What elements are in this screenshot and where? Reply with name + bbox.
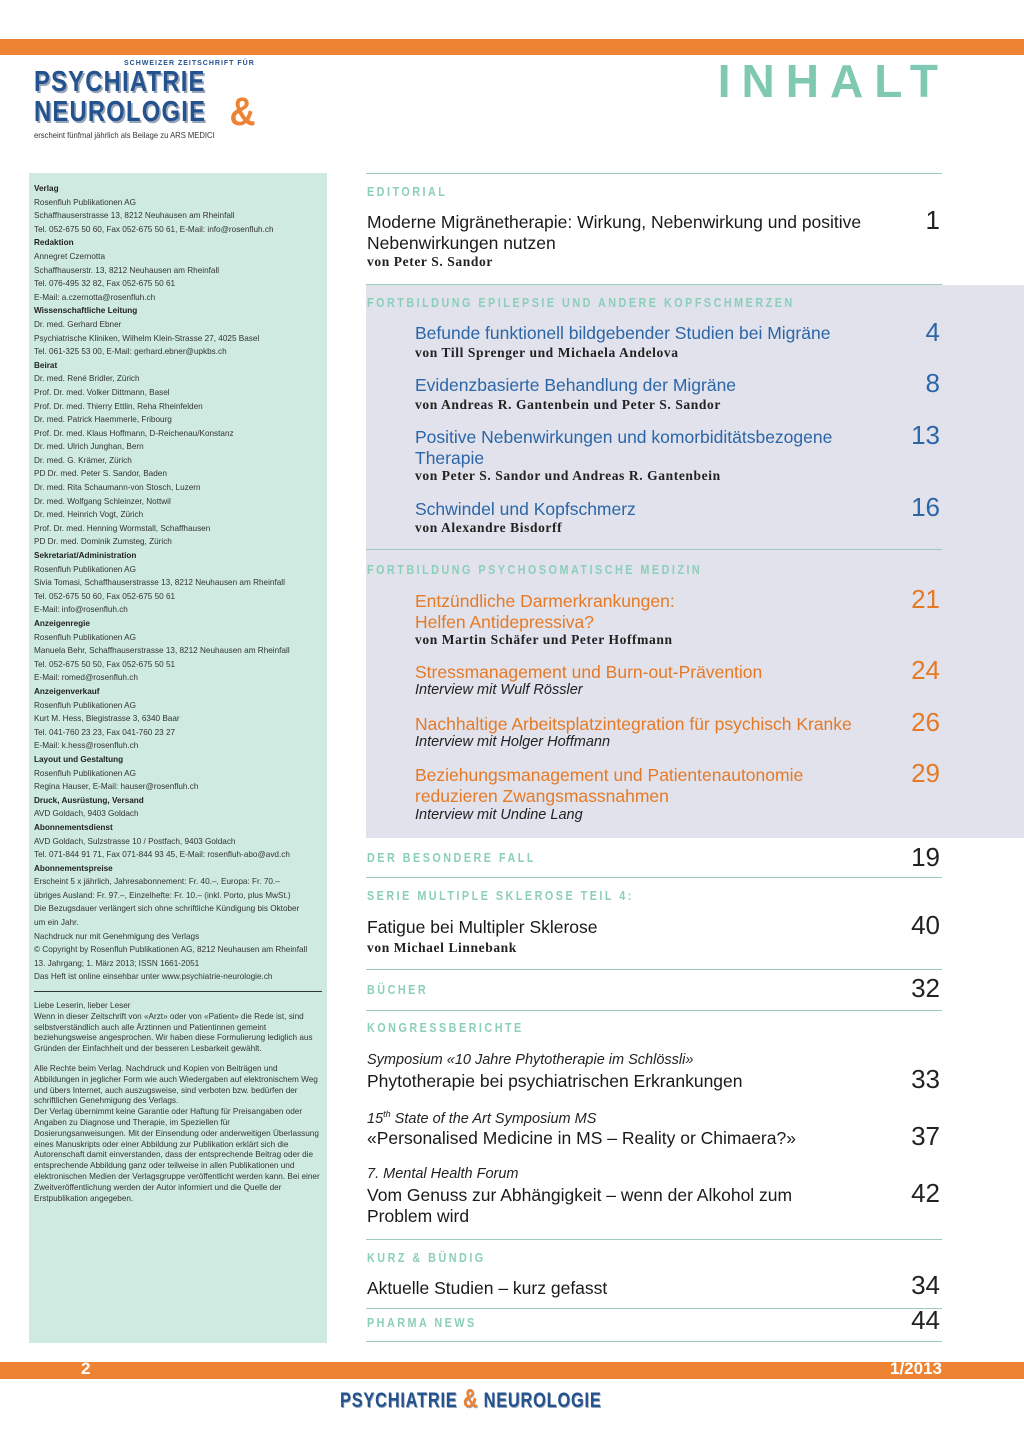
toc-entry-title[interactable]: Fatigue bei Multipler Sklerose xyxy=(367,917,598,937)
rights-text: Alle Rechte beim Verlag. Nachdruck und Kopien von Beiträgen und Abbildungen in jeglicher Form wie auch Wiedergaben auf elektronischem Weg und übers Internet, auch auszugsweise, sind verboten bzw. bedürfen der schriftlichen Genehmigung des Verlags. xyxy=(34,1064,318,1106)
impressum-line: Tel. 071-844 91 71, Fax 071-844 93 45, E-Mail: rosenfluh-abo@avd.ch xyxy=(34,850,290,860)
toc-entry-title[interactable]: Phytotherapie bei psychiatrischen Erkrankungen xyxy=(367,1071,743,1091)
toc-page-number: 29 xyxy=(911,758,940,788)
beirat-member: Dr. med. René Bridler, Zürich xyxy=(34,374,140,384)
toc-entry-author: von Alexandre Bisdorff xyxy=(415,520,563,535)
toc-entry-title[interactable]: Vom Genuss zur Abhängigkeit – wenn der Alkohol zum Problem wird xyxy=(367,1185,793,1226)
beirat-member: PD Dr. med. Peter S. Sandor, Baden xyxy=(34,469,167,479)
toc-entry-author: von Michael Linnebank xyxy=(367,940,517,955)
impressum-line: Tel. 041-760 23 23, Fax 041-760 23 27 xyxy=(34,727,176,737)
toc-entry-context: 15th State of the Art Symposium MS xyxy=(367,1109,597,1127)
section-fortbildung-psychosomatik: FORTBILDUNG PSYCHOSOMATISCHE MEDIZIN xyxy=(367,562,703,577)
impressum-line: Rosenfluh Publikationen AG xyxy=(34,700,136,710)
impressum-line: übriges Ausland: Fr. 97.–, Einzelhefte: Fr. 10.– (inkl. Porto, plus MwSt.) xyxy=(34,890,291,900)
toc-entry-title[interactable]: Schwindel und Kopfschmerz xyxy=(415,499,636,519)
impressum-line: Dr. med. Gerhard Ebner xyxy=(34,319,122,329)
toc-entry-title[interactable]: Nachhaltige Arbeitsplatzintegration für psychisch Kranke xyxy=(415,714,852,734)
toc-entry-author: Interview mit Undine Lang xyxy=(415,807,583,823)
beirat-member: PD Dr. med. Dominik Zumsteg, Zürich xyxy=(34,537,172,547)
toc-page-number: 42 xyxy=(911,1178,940,1208)
toc-entry-author: von Andreas R. Gantenbein und Peter S. Sandor xyxy=(415,397,721,412)
impressum-line: E-Mail: romed@rosenfluh.ch xyxy=(34,673,138,683)
impressum-line: E-Mail: a.czernotta@rosenfluh.ch xyxy=(34,292,156,302)
impressum-line: Schaffhauserstrasse 13, 8212 Neuhausen am Rheinfall xyxy=(34,211,235,221)
toc-page-number: 26 xyxy=(911,707,940,737)
impressum-line: Erscheint 5 x jährlich, Jahresabonnement: Fr. 40.–, Europa: Fr. 70.– xyxy=(34,877,280,887)
toc-entry-author: Interview mit Wulf Rössler xyxy=(415,682,583,698)
toc-entry-author: von Peter S. Sandor xyxy=(367,254,493,269)
toc-entry-title[interactable]: Positive Nebenwirkungen und komorbiditätsbezogene Therapie xyxy=(415,427,833,468)
section-rule xyxy=(366,284,942,285)
toc-entry-author: von Till Sprenger und Michaela Andelova xyxy=(415,345,679,360)
impressum-line: Psychiatrische Kliniken, Wilhelm Klein-Strasse 27, 4025 Basel xyxy=(34,333,260,343)
section-rule xyxy=(366,1239,942,1240)
top-orange-bar xyxy=(0,39,1024,55)
section-rule xyxy=(366,969,942,970)
impressum-line: Regina Hauser, E-Mail: hauser@rosenfluh.ch xyxy=(34,782,199,792)
issue-number: 1/2013 xyxy=(890,1359,942,1378)
impressum-heading: Druck, Ausrüstung, Versand xyxy=(34,795,144,805)
impressum-line: Tel. 076-495 32 82, Fax 052-675 50 61 xyxy=(34,279,176,289)
impressum-line: Das Heft ist online einsehbar unter www.psychiatrie-neurologie.ch xyxy=(34,972,273,982)
impressum-line: Nachdruck nur mit Genehmigung des Verlags xyxy=(34,931,200,941)
section-kurz-buendig: KURZ & BÜNDIG xyxy=(367,1250,486,1265)
footer-logo-text: PSYCHIATRIE xyxy=(340,1389,458,1412)
beirat-member: Dr. med. Wolfgang Schleinzer, Nottwil xyxy=(34,496,171,506)
toc-entry-context: Symposium «10 Jahre Phytotherapie im Schlössli» xyxy=(367,1052,694,1068)
sidebar-divider xyxy=(34,991,322,992)
toc-page-number: 44 xyxy=(911,1305,940,1335)
toc-entry-author: von Peter S. Sandor und Andreas R. Gantenbein xyxy=(415,468,721,483)
beirat-member: Dr. med. Ulrich Junghan, Bern xyxy=(34,442,144,452)
impressum-line: Rosenfluh Publikationen AG xyxy=(34,768,136,778)
impressum-line: 13. Jahrgang; 1. März 2013; ISSN 1661-2051 xyxy=(34,958,200,968)
impressum-line: Schaffhauserstr. 13, 8212 Neuhausen am Rheinfall xyxy=(34,265,220,275)
masthead-subtitle: erscheint fünfmal jährlich als Beilage zu ARS MEDICI xyxy=(34,130,215,140)
impressum-line: Sivia Tomasi, Schaffhauserstrasse 13, 8212 Neuhausen am Rheinfall xyxy=(34,578,285,588)
impressum-line: Tel. 052-675 50 60, Fax 052-675 50 61, E-Mail: info@rosenfluh.ch xyxy=(34,224,274,234)
reader-note-heading: Liebe Leserin, lieber Leser xyxy=(34,1001,131,1011)
footer-logo-text: NEUROLOGIE xyxy=(483,1389,602,1412)
impressum-line: Kurt M. Hess, Blegistrasse 3, 6340 Baar xyxy=(34,714,180,724)
impressum-line: Rosenfluh Publikationen AG xyxy=(34,564,136,574)
section-fortbildung-epilepsie: FORTBILDUNG EPILEPSIE UND ANDERE KOPFSCHMERZEN xyxy=(367,295,795,310)
toc-page-number: 21 xyxy=(911,584,940,614)
impressum-line: AVD Goldach, 9403 Goldach xyxy=(34,809,139,819)
beirat-member: Dr. med. Rita Schaumann-von Stosch, Luzern xyxy=(34,483,201,493)
toc-page-number: 1 xyxy=(925,205,940,235)
section-serie-ms: SERIE MULTIPLE SKLEROSE TEIL 4: xyxy=(367,888,634,903)
section-kongressberichte: KONGRESSBERICHTE xyxy=(367,1020,524,1035)
page-number: 2 xyxy=(81,1359,91,1378)
reader-note-text: Wenn in dieser Zeitschrift von «Arzt» oder von «Patient» die Rede ist, sind selbstverständlich auch alle Ärztinnen und Patientinnen gemeint beziehungsweise angesprochen. Wir haben diese Formulierung lediglich aus Gründen der Einfachheit und der besseren Lesbarkeit gewählt. xyxy=(34,1011,313,1054)
impressum-heading: Verlag xyxy=(34,184,59,193)
toc-entry-title[interactable]: Stressmanagement und Burn-out-Prävention xyxy=(415,662,763,682)
section-rule xyxy=(366,173,942,174)
masthead-logo xyxy=(34,60,304,140)
impressum-heading: Layout und Gestaltung xyxy=(34,754,124,764)
toc-page-number: 19 xyxy=(911,842,940,872)
masthead-line1: PSYCHIATRIE xyxy=(34,66,206,98)
impressum-line: E-Mail: info@rosenfluh.ch xyxy=(34,605,128,615)
impressum-line: Tel. 052-675 50 60, Fax 052-675 50 61 xyxy=(34,591,176,601)
impressum-heading: Sekretariat/Administration xyxy=(34,551,137,561)
liability-text: Der Verlag übernimmt keine Garantie oder Haftung für Preisangaben oder Angaben zu Diagnose und Therapie, im Speziellen für Dosierungsanweisungen. Mit der Einsendung oder anderweitigen Überlassung eines Manuskripts oder einer Abbildung zur Publikation erklärt sich die Autorenschaft damit einverstanden, dass der entsprechende Beitrag oder die entsprechende Abbildung ganz oder teilweise in allen Publikationen und elektronischen Medien der Verlagsgruppe veröffentlicht werden kann. Bei einer Zweitveröffentlichung werden der Autor informiert und die Quelle der Erstpublikation angegeben. xyxy=(34,1107,320,1203)
beirat-member: Prof. Dr. med. Klaus Hoffmann, D-Reichenau/Konstanz xyxy=(34,428,234,438)
toc-entry-title[interactable]: Befunde funktionell bildgebender Studien bei Migräne xyxy=(415,323,831,343)
toc-page-number: 8 xyxy=(925,368,940,398)
toc-entry-title[interactable]: Evidenzbasierte Behandlung der Migräne xyxy=(415,375,737,395)
toc-entry-author: von Martin Schäfer und Peter Hoffmann xyxy=(415,632,673,647)
toc-entry-title[interactable]: Entzündliche Darmerkrankungen: Helfen Antidepressiva? xyxy=(415,591,675,632)
toc-entry-author: Interview mit Holger Hoffmann xyxy=(415,734,611,750)
toc-page-number: 4 xyxy=(925,317,940,347)
impressum-heading: Abonnementsdienst xyxy=(34,822,113,832)
masthead-small: SCHWEIZER ZEITSCHRIFT FÜR xyxy=(124,60,255,67)
impressum-line: © Copyright by Rosenfluh Publikationen AG, 8212 Neuhausen am Rheinfall xyxy=(34,945,308,955)
toc-page-number: 40 xyxy=(911,910,940,940)
impressum-heading: Beirat xyxy=(34,360,58,370)
toc-entry-title[interactable]: Beziehungsmanagement und Patientenautonomie reduzieren Zwangsmassnahmen xyxy=(415,765,804,806)
impressum-line: um ein Jahr. xyxy=(34,918,79,928)
toc-page-number: 16 xyxy=(911,492,940,522)
impressum-line: AVD Goldach, Sulzstrasse 10 / Postfach, 9403 Goldach xyxy=(34,836,236,846)
section-pharma-news[interactable]: PHARMA NEWS xyxy=(367,1315,477,1330)
toc-page-number: 13 xyxy=(911,420,940,450)
beirat-member: Dr. med. Heinrich Vogt, Zürich xyxy=(34,510,144,520)
bottom-orange-bar xyxy=(0,1362,1024,1379)
impressum-heading: Wissenschaftliche Leitung xyxy=(34,306,138,316)
beirat-member: Prof. Dr. med. Volker Dittmann, Basel xyxy=(34,387,170,397)
beirat-member: Dr. med. G. Krämer, Zürich xyxy=(34,455,132,465)
toc-page-number: 34 xyxy=(911,1270,940,1300)
impressum-heading: Abonnementspreise xyxy=(34,863,113,873)
masthead-line2: NEUROLOGIE xyxy=(34,96,207,128)
impressum-sidebar xyxy=(29,173,327,1343)
toc-entry-context: 7. Mental Health Forum xyxy=(367,1166,519,1182)
section-rule xyxy=(366,1341,942,1342)
section-rule xyxy=(366,1010,942,1011)
toc-page-number: 33 xyxy=(911,1064,940,1094)
footer-logo xyxy=(320,1379,650,1413)
impressum-line: Die Bezugsdauer verlängert sich ohne schriftliche Kündigung bis Oktober xyxy=(34,904,300,914)
toc-page-number: 32 xyxy=(911,973,940,1003)
section-besondere-fall[interactable]: DER BESONDERE FALL xyxy=(367,850,536,865)
toc-entry-title[interactable]: Aktuelle Studien – kurz gefasst xyxy=(367,1278,608,1298)
section-buecher[interactable]: BÜCHER xyxy=(367,982,429,997)
beirat-member: Dr. med. Patrick Haemmerle, Fribourg xyxy=(34,415,172,425)
section-rule xyxy=(366,877,942,878)
impressum-line: Tel. 052-675 50 50, Fax 052-675 50 51 xyxy=(34,659,176,669)
impressum-line: E-Mail: k.hess@rosenfluh.ch xyxy=(34,741,139,751)
toc-page-number: 24 xyxy=(911,655,940,685)
impressum-line: Rosenfluh Publikationen AG xyxy=(34,632,136,642)
toc-entry-title[interactable]: Moderne Migränetherapie: Wirkung, Nebenwirkung und positive Nebenwirkungen nutzen xyxy=(367,212,862,253)
impressum-line: Tel. 061-325 53 00, E-Mail: gerhard.ebner@upkbs.ch xyxy=(34,347,227,357)
beirat-member: Prof. Dr. med. Thierry Ettlin, Reha Rheinfelden xyxy=(34,401,203,411)
section-rule xyxy=(366,549,942,550)
impressum-heading: Redaktion xyxy=(34,238,74,248)
beirat-member: Prof. Dr. med. Henning Wormstall, Schaffhausen xyxy=(34,523,211,533)
impressum-line: Manuela Behr, Schaffhauserstrasse 13, 8212 Neuhausen am Rheinfall xyxy=(34,646,290,656)
impressum-line: Rosenfluh Publikationen AG xyxy=(34,197,136,207)
toc-entry-title[interactable]: «Personalised Medicine in MS – Reality or Chimaera?» xyxy=(367,1128,796,1148)
section-rule xyxy=(366,1308,942,1309)
page-title: INHALT xyxy=(717,55,949,107)
impressum-heading: Anzeigenverkauf xyxy=(34,686,100,696)
impressum-heading: Anzeigenregie xyxy=(34,619,90,628)
footer-logo-ampersand: & xyxy=(462,1383,479,1413)
toc-page-number: 37 xyxy=(911,1121,940,1151)
masthead-ampersand: & xyxy=(229,90,256,134)
impressum-line: Annegret Czernotta xyxy=(34,251,106,261)
section-editorial: EDITORIAL xyxy=(367,184,448,199)
